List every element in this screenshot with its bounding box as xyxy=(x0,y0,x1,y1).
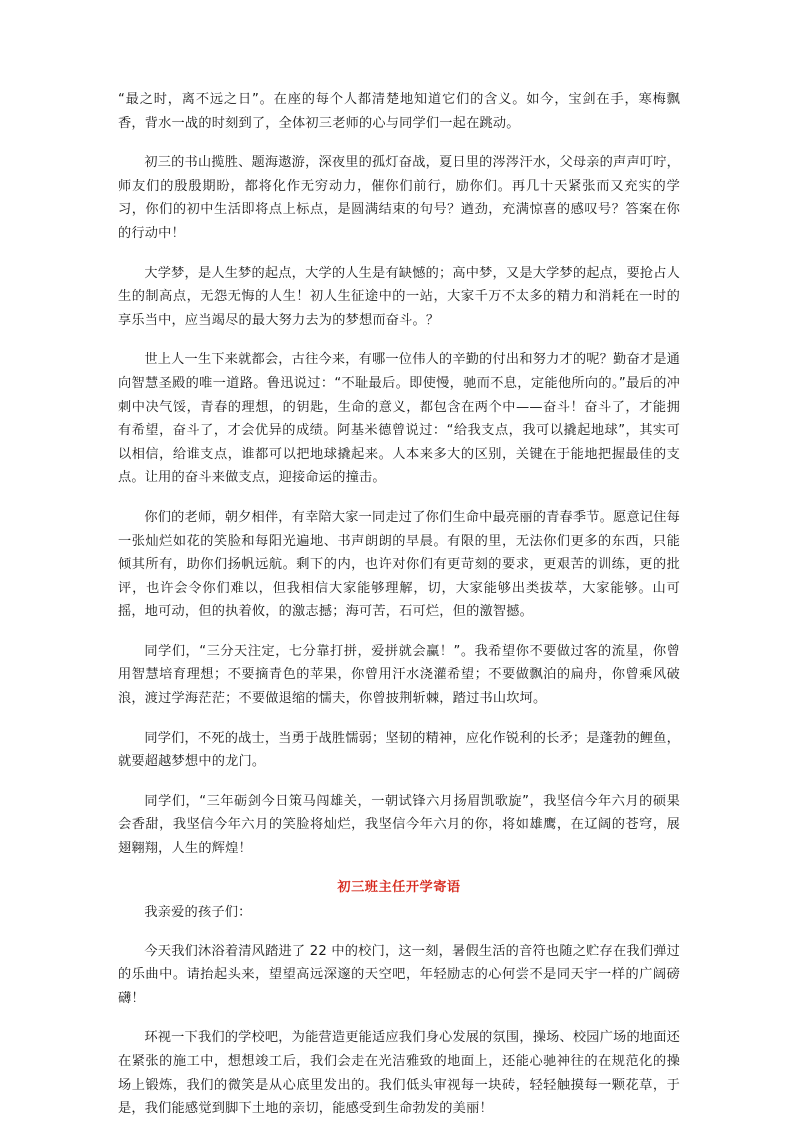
paragraph: “最之时，离不远之日”。在座的每个人都清楚地知道它们的含义。如今，宝剑在手，寒梅飘香，背水一战的时刻到了，全体初三老师的心与同学们一起在跳动。 xyxy=(118,92,680,131)
paragraph: 你们的老师，朝夕相伴，有幸陪大家一同走过了你们生命中最亮丽的青春季节。愿意记住每一张灿烂如花的笑脸和每阳光遍地、书声朗朗的早晨。有限的里，无法你们更多的东西，只能倾其所有，助你们扬帆远航。剩下的内，也许对你们有更苛刻的要求，更艰苦的训练，更的批评，也许会令你们难以，但我相信大家能够理解，切，大家能够出类拔萃，大家能够。山可摇，地可动，但的执着攸，的激志撼；海可苦，石可烂，但的激智撼。 xyxy=(118,509,680,620)
paragraph: 世上人一生下来就都会，古往今来，有哪一位伟人的辛勤的付出和努力才的呢？勤奋才是通向智慧圣殿的唯一道路。鲁迅说过：“不耻最后。即使慢，驰而不息，定能他所向的。”最后的冲刺中决气馁，青春的理想，的钥匙，生命的意义，都包含在两个中——奋斗！奋斗了，才能拥有希望，奋斗了，才会优异的成绩。阿基米德曾说过：“给我支点，我可以撬起地球”，其实可以相信，给谁支点，谁都可以把地球撬起来。人本来多大的区别，关键在于能地把握最佳的支点。让用的奋斗来做支点，迎接命运的撞击。 xyxy=(118,352,680,486)
paragraph: 大学梦，是人生梦的起点，大学的人生是有缺憾的；高中梦，又是大学梦的起点，要抢占人生的制高点，无怨无悔的人生！初人生征途中的一站，大家千万不太多的精力和消耗在一时的享乐当中，应当竭尽的最大努力去为的梦想而奋斗。？ xyxy=(118,265,680,328)
section-title: 初三班主任开学寄语 xyxy=(337,879,461,895)
document-page xyxy=(118,88,680,1137)
salutation: 我亲爱的孩子们： xyxy=(144,904,252,920)
paragraph: 今天我们沐浴着清风踏进了 22 中的校门，这一刻，暑假生活的音符也随之贮存在我们弹过的乐曲中。请抬起头来，望望高远深邃的天空吧，年轻励志的心何尝不是同天宇一样的广阔磅礴！ xyxy=(118,943,680,1006)
paragraph: 同学们，不死的战士，当勇于战胜懦弱；坚韧的精神，应化作锐利的长矛；是蓬勃的鲤鱼，就要超越梦想中的龙门。 xyxy=(118,730,680,770)
paragraph: 同学们，“三分天注定，七分靠打拼，爱拼就会赢！”。我希望你不要做过客的流星，你曾用智慧培育理想；不要摘青色的苹果，你曾用汗水浇灌希望；不要做飘泊的扁舟，你曾乘风破浪，渡过学海茫茫；不要做退缩的懦夫，你曾披荆斩棘，踏过书山坎坷。 xyxy=(118,643,680,707)
paragraph: 环视一下我们的学校吧，为能营造更能适应我们身心发展的氛围，操场、校园广场的地面还在紧张的施工中，想想竣工后，我们会走在光洁雅致的地面上，还能心驰神往的在规范化的操场上锻炼，我们的微笑是从心底里发出的。我们低头审视每一块砖，轻轻触摸每一颗花草，于是，我们能感觉到脚下土地的亲切，能感受到生命勃发的美丽！ xyxy=(118,1030,680,1117)
paragraph: 同学们，“三年砺剑今日策马闯雄关，一朝试锋六月扬眉凯歌旋”，我坚信今年六月的硕果会香甜，我坚信今年六月的笑脸将灿烂，我坚信今年六月的你，将如雄鹰，在辽阔的苍穹，展翅翱翔，人生的辉煌！ xyxy=(118,793,680,857)
paragraph: 初三的书山揽胜、题海遨游，深夜里的孤灯奋战，夏日里的涔涔汗水，父母亲的声声叮咛，师友们的殷殷期盼，都将化作无穷动力，催你们前行，励你们。再几十天紧张而又充实的学习，你们的初中生活即将点上标点，是圆满结束的句号？遒劲，充满惊喜的感叹号？答案在你的行动中！ xyxy=(118,155,680,241)
